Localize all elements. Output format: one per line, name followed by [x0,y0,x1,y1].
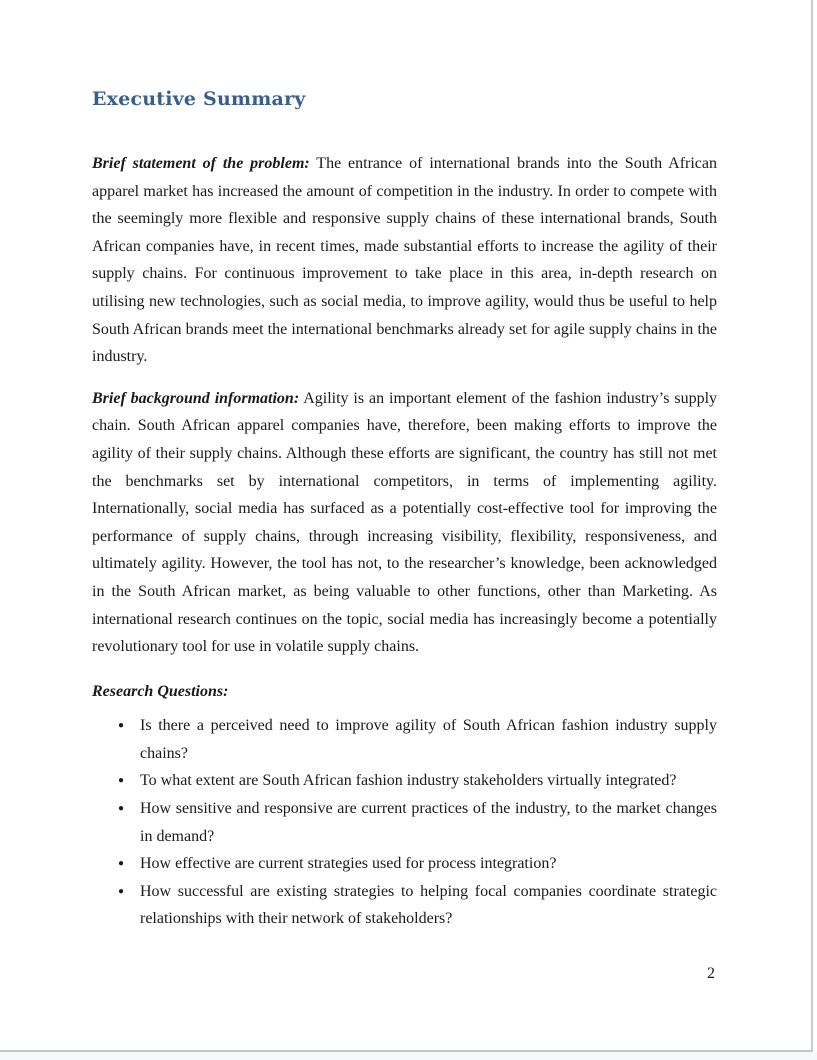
list-item-text: Is there a perceived need to improve agility of South African fashion industry supply chains? [140,717,717,762]
research-questions-heading: Research Questions: [92,682,229,700]
paragraph-problem-statement [92,150,717,371]
bullet-icon: ● [118,720,125,732]
bullet-icon: ● [118,775,125,787]
list-item [92,712,717,767]
list-item [92,767,717,795]
paragraph-background-info [92,385,717,661]
paragraph-lead-background: Brief background information: [92,389,300,407]
page-number: 2 [707,965,715,982]
list-item-text: How effective are current strategies used for process integration? [140,855,557,873]
bullet-icon: ● [118,858,125,870]
list-item [92,795,717,850]
research-questions-list [92,712,717,933]
viewer-background-strip [0,1052,817,1060]
bullet-icon: ● [118,803,125,815]
list-item-text: How successful are existing strategies to helping focal companies coordinate strategic relationships with their network of stakeholders? [140,882,717,928]
page-right-edge [811,0,813,1052]
list-item [92,850,717,878]
bullet-icon: ● [118,885,125,897]
list-item-text: How sensitive and responsive are current practices of the industry, to the market changes in demand? [140,800,717,845]
paragraph-lead-problem: Brief statement of the problem: [92,155,310,172]
page-content [92,0,717,933]
section-heading: Executive Summary [92,88,306,110]
list-item-text: To what extent are South African fashion industry stakeholders virtually integrated? [140,772,677,790]
paragraph-text-problem: The entrance of international brands into the South African apparel market has increased the amount of competition in the industry. In order to compete with the seemingly more flexible and responsive supply chains of these international brands, South African companies have, in recent times, made substantial efforts to increase the agility of their supply chains. For continuous improvement to take place in this area, in-depth research on utilising new technologies, such as social media, to improve agility, would thus be useful to help South African brands meet the international benchmarks already set for agile supply chains in the industry. [92,155,717,366]
list-item [92,878,717,933]
paragraph-text-background: Agility is an important element of the fashion industry’s supply chain. South African apparel companies have, therefore, been making efforts to improve the agility of their supply chains. Although these efforts are significant, the country has still not met the benchmarks set by international competitors, in terms of implementing agility. Internationally, social media has surfaced as a potentially cost-effective tool for improving the performance of supply chains, through increasing visibility, flexibility, responsiveness, and ultimately agility. However, the tool has not, to the researcher’s knowledge, been acknowledged in the South African market, as being valuable to other functions, other than Marketing. As international research continues on the topic, social media has increasingly become a potentially revolutionary tool for use in volatile supply chains. [92,389,718,656]
